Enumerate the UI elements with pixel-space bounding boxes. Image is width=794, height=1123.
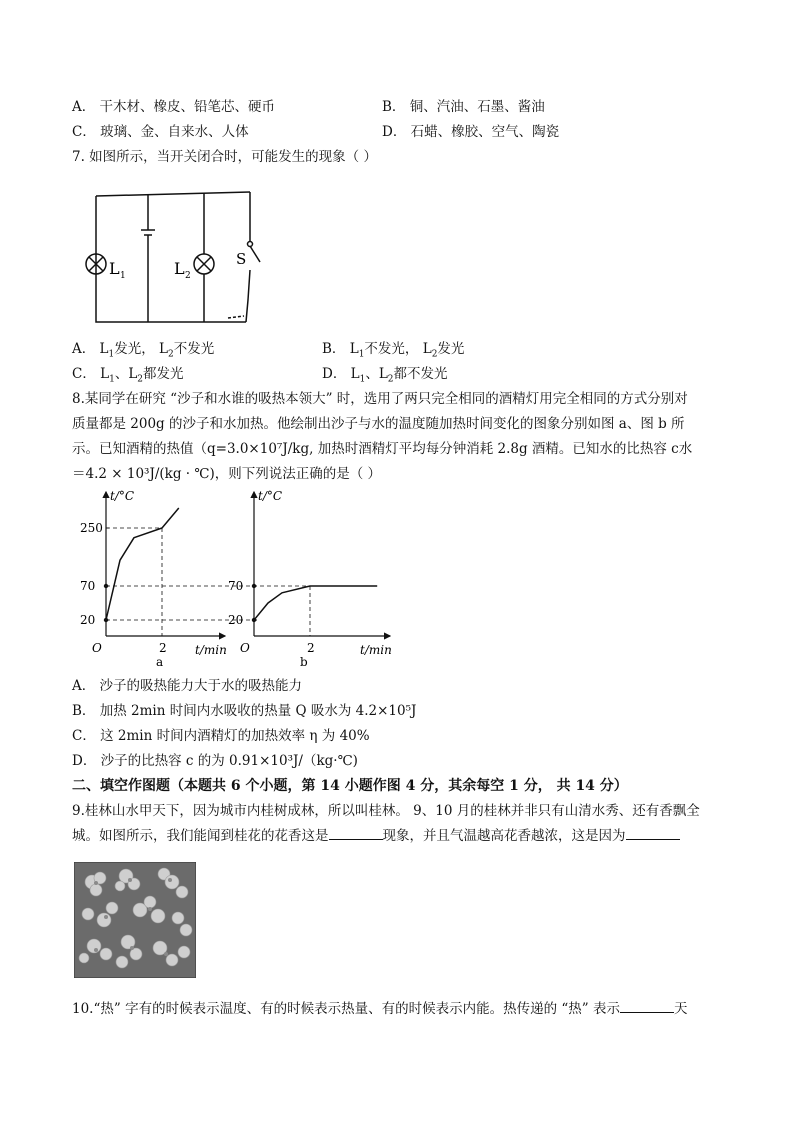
q7-stem: 7. 如图所示，当开关闭合时，可能发生的现象（ ） [72,149,377,165]
x-tick-label: 2 [307,641,315,655]
q9-blank-1[interactable] [329,827,383,840]
point-70 [104,584,108,588]
q7-option-c: C． $L_1$、$L_2$都发光 [72,366,184,385]
q10-blank-1[interactable] [620,1000,674,1013]
q6-option-b: B． 铜、汽油、石墨、酱油 [382,99,545,115]
origin-label: O [92,641,102,655]
label-l2-sub: 2 [185,271,191,281]
q7-option-a: A． $L_1$发光， $L_2$不发光 [72,341,215,360]
q9-line1: 9.桂林山水甲天下，因为城市内桂树成林，所以叫桂林。 9、10 月的桂林并非只有山清水秀、还有香飘全 [72,803,700,819]
y-tick-label: 70 [80,579,96,593]
switch-pivot [248,242,253,247]
q9-blank-2[interactable] [626,827,680,840]
x-axis-label: t/min [360,643,392,657]
x-axis-label: t/min [195,643,227,657]
top-wire [96,192,250,196]
label-l1-sub: 1 [120,271,126,281]
label-s: S [236,250,247,268]
q8-line2: 质量都是 200g 的沙子和水加热。他绘制出沙子与水的温度随加热时间变化的图象分别如图 a、图 b 所 [72,416,685,432]
label-l1: L [109,259,120,278]
q8-option-b: B． 加热 2min 时间内水吸收的热量 Q 吸水为 4.2×10⁵J [72,703,417,719]
y-tick-label: 250 [80,521,103,535]
q8-line1: 8.某同学在研究 “沙子和水谁的吸热本领大” 时，选用了两只完全相同的酒精灯用完全相同的方式分别对 [72,391,688,407]
curve-b [254,586,377,620]
q6-option-a: A． 干木材、橡皮、铅笔芯、硬币 [72,99,276,115]
q7-option-b: B． $L_1$不发光， $L_2$发光 [322,341,465,360]
chart-b [228,489,392,669]
point-start [104,618,108,622]
y-tick-label: 20 [228,613,244,627]
q8-line3: 示。已知酒精的热值（q=3.0×10⁷J/kg, 加热时酒精灯平均每分钟消耗 2.8g 酒精。已知水的比热容 c水 [72,441,693,457]
osmanthus-flower-photo [74,862,196,978]
q6-option-c: C． 玻璃、金、自来水、人体 [72,124,249,140]
point-70 [252,584,256,588]
q7-option-d: D． $L_1$、$L_2$都不发光 [322,366,448,385]
q9-line2: 城。如图所示，我们能闻到桂花的花香这是 现象，并且气温越高花香越浓，这是因为 [72,827,680,845]
y-tick-label: 20 [80,613,96,627]
y-tick-label: 70 [228,579,244,593]
chart-title: b [300,655,308,669]
q8-line4: ＝4.2 × 10³J/(kg · ℃)，则下列说法正确的是（ ） [72,466,382,482]
q8-option-c: C． 这 2min 时间内酒精灯的加热效率 η 为 40% [72,728,370,744]
q10-line: 10.“热” 字有的时候表示温度、有的时候表示热量、有的时候表示内能。热传递的 “热” 表示 天 [72,1001,688,1017]
section2-heading: 二、填空作图题（本题共 6 个小题，第 14 小题作图 4 分，其余每空 1 分， 共 14 分） [72,778,628,794]
y-axis-label: t/°C [258,489,283,503]
q6-option-d: D． 石蜡、橡胶、空气、陶瓷 [382,124,560,140]
chart-title: a [156,655,164,669]
switch-blade-icon [250,246,260,262]
origin-label: O [240,641,250,655]
q8-option-d: D． 沙子的比热容 c 的为 0.91×10³J/（kg·℃) [72,753,358,769]
label-l2: L [174,259,185,278]
y-axis-label: t/°C [110,489,135,503]
curve-a [106,508,179,620]
q7-circuit-diagram [78,182,268,327]
x-tick-label: 2 [159,641,167,655]
q8-option-a: A． 沙子的吸热能力大于水的吸热能力 [72,678,303,694]
q8-charts [70,486,400,670]
point-start [252,618,256,622]
chart-a [80,489,364,669]
